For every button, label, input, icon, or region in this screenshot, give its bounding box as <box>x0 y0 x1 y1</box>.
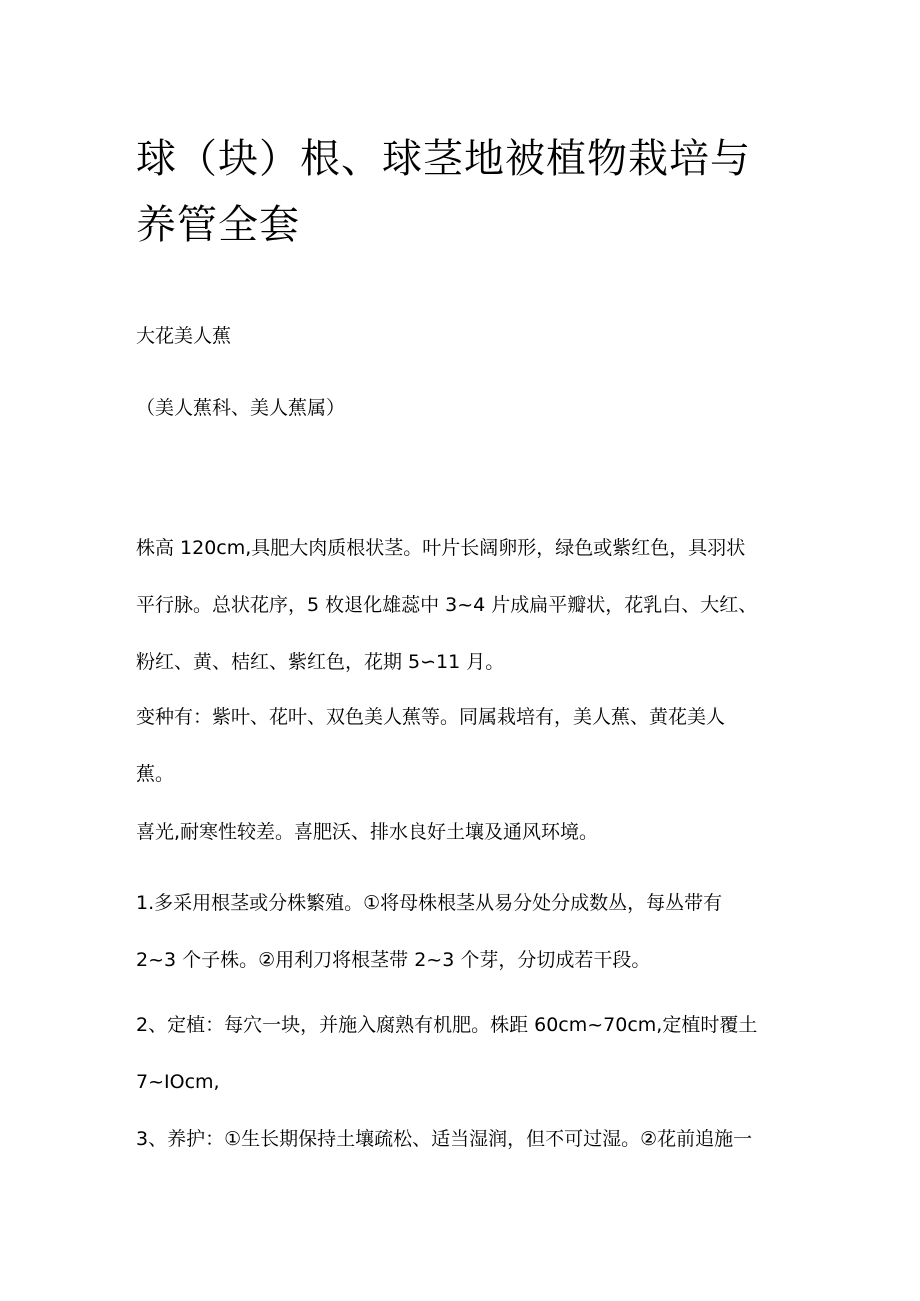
text-line: 蕉。 <box>136 763 175 785</box>
text-line: 2~3 个子株。②用利刀将根茎带 2~3 个芽，分切成若干段。 <box>136 949 651 971</box>
paragraph-description <box>136 534 796 677</box>
text-line: 1.多采用根茎或分株繁殖。①将母株根茎从易分处分成数丛，每丛带有 <box>136 892 723 914</box>
paragraph-habit <box>136 818 796 847</box>
paragraph-maintenance <box>136 1125 796 1154</box>
document-title <box>136 126 796 258</box>
text-line: 喜光,耐寒性较差。喜肥沃、排水良好土壤及通风环境。 <box>136 821 599 843</box>
text-line: 变种有：紫叶、花叶、双色美人蕉等。同属栽培有，美人蕉、黄花美人 <box>136 706 726 728</box>
text-line: 粉红、黄、桔红、紫红色，花期 5∽11 月。 <box>136 651 505 673</box>
paragraph-planting <box>136 1011 796 1097</box>
title-line: 养管全套 <box>136 202 300 248</box>
plant-family: （美人蕉科、美人蕉属） <box>136 397 346 419</box>
paragraph-propagation <box>136 889 796 975</box>
title-line: 球（块）根、球茎地被植物栽培与 <box>136 136 751 182</box>
text-line: 2、定植：每穴一块，并施入腐熟有机肥。株距 60cm~70cm,定植时覆土 <box>136 1014 758 1036</box>
paragraph-varieties <box>136 703 796 789</box>
text-line: 3、养护：①生长期保持土壤疏松、适当湿润，但不可过湿。②花前追施一 <box>136 1128 753 1150</box>
text-line: 株高 120cm,具肥大肉质根状茎。叶片长阔卵形，绿色或紫红色，具羽状 <box>136 537 746 559</box>
text-line: 7~IOcm, <box>136 1071 220 1093</box>
plant-name: 大花美人蕉 <box>136 325 232 347</box>
text-line: 平行脉。总状花序，5 枚退化雄蕊中 3~4 片成扁平瓣状，花乳白、大红、 <box>136 594 758 616</box>
